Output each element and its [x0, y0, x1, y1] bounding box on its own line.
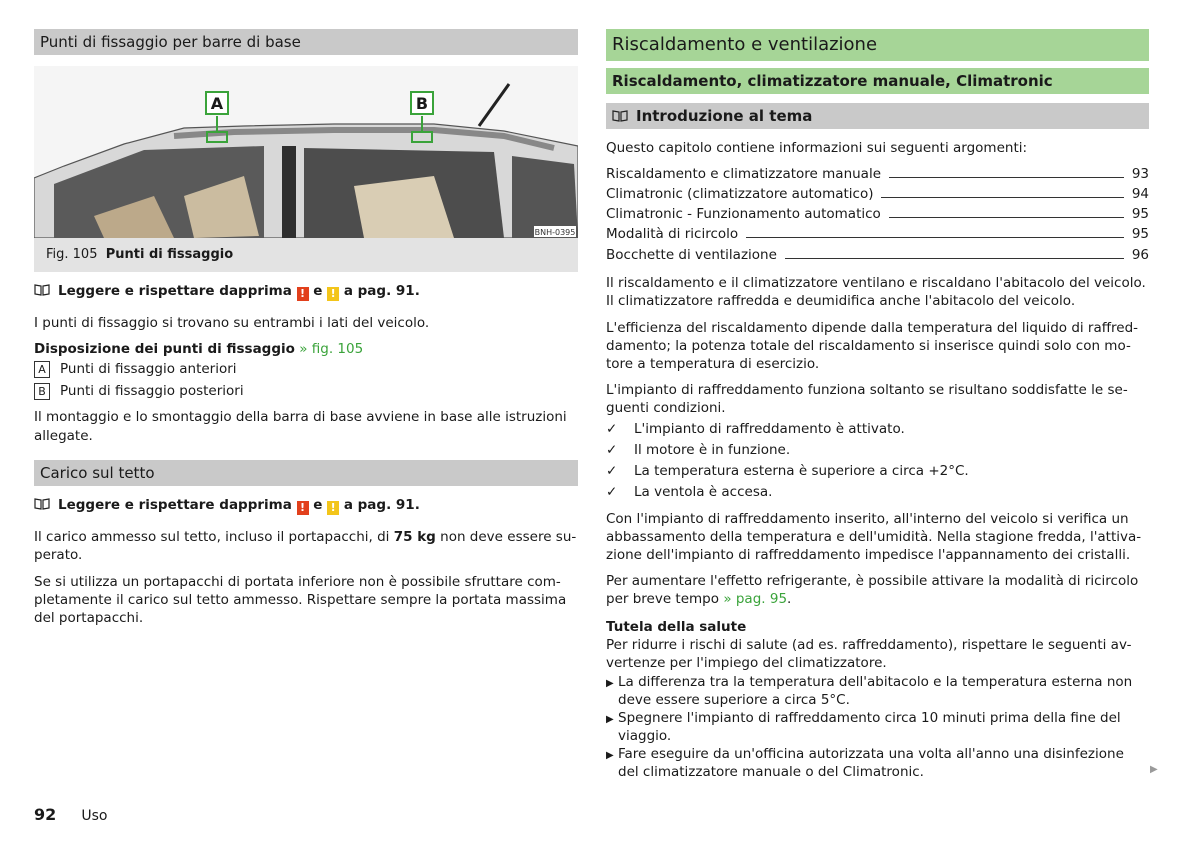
bullet-item-cont: viaggio. — [618, 728, 672, 744]
continue-arrow-icon: ▶ — [1150, 764, 1158, 775]
intro-heading: Introduzione al tema — [606, 103, 1149, 129]
bullet-item: ▶ La differenza tra la temperatura dell'abitacolo e la temperatura esterna non — [606, 673, 1149, 693]
bullet-item: ▶ Fare eseguire da un'officina autorizzata una volta all'anno una disinfezione — [606, 745, 1149, 765]
check-item: ✓ L'impianto di raffreddamento è attivato. — [606, 421, 905, 437]
book-icon — [612, 110, 628, 122]
figure-number: Fig. 105 — [46, 247, 98, 262]
bullet-item-cont: del climatizzatore manuale o del Climatronic. — [618, 764, 924, 780]
bullet-item: ▶ Spegnere l'impianto di raffreddamento circa 10 minuti prima della fine del — [606, 709, 1149, 729]
carrier-para-line1: Se si utilizza un portapacchi di portata inferiore non è possibile sfruttare com- — [34, 574, 561, 590]
check-item: ✓ La ventola è accesa. — [606, 484, 773, 500]
para-3-line2: guenti condizioni. — [606, 400, 726, 416]
check-item: ✓ Il motore è in funzione. — [606, 442, 791, 458]
section-name: Uso — [81, 808, 108, 824]
roof-load-para-line1: Il carico ammesso sul tetto, incluso il portapacchi, di 75 kg non deve essere su- — [34, 529, 577, 545]
para-3-line1: L'impianto di raffreddamento funziona soltanto se risultano soddisfatte le se- — [606, 382, 1128, 398]
marker-b-label: B — [415, 94, 429, 113]
para-6-line2: vertenze per l'impiego del climatizzatore. — [606, 655, 887, 671]
page-footer — [34, 805, 107, 824]
mounting-paragraph-line1: Il montaggio e lo smontaggio della barra di base avviene in base alle istruzioni — [34, 409, 567, 425]
check-icon: ✓ — [606, 442, 618, 458]
book-icon — [34, 498, 50, 510]
mounting-paragraph-line2: allegate. — [34, 428, 93, 444]
fixing-points-paragraph: I punti di fissaggio si trovano su entrambi i lati del veicolo. — [34, 315, 430, 331]
carrier-para-line2: pletamente il carico sul tetto ammesso. Rispettare sempre la portata massima — [34, 592, 567, 608]
page-link[interactable]: » pag. 95 — [723, 591, 788, 607]
para-1-line2: Il climatizzatore raffredda e deumidifica anche l'abitacolo del veicolo. — [606, 293, 1076, 309]
para-1-line1: Il riscaldamento e il climatizzatore ventilano e riscaldano l'abitacolo del veicolo. — [606, 275, 1146, 291]
warning-icon: ! — [297, 287, 309, 301]
figure-link[interactable]: » fig. 105 — [299, 341, 364, 357]
para-4-line2: abbassamento della temperatura e dell'umidità. Nella stagione fredda, l'attiva- — [606, 529, 1142, 545]
figure-105 — [34, 66, 578, 272]
bullet-icon: ▶ — [606, 714, 614, 725]
figure-caption — [46, 247, 233, 262]
page-ref[interactable]: a pag. 91. — [343, 497, 420, 513]
bullet-icon: ▶ — [606, 678, 614, 689]
page-number: 92 — [34, 805, 57, 824]
subchapter-title: Riscaldamento, climatizzatore manuale, Climatronic — [606, 68, 1149, 94]
figure-code: BNH-0395 — [534, 228, 576, 237]
para-6-line1: Per ridurre i rischi di salute (ad es. raffreddamento), rispettare le seguenti av- — [606, 637, 1132, 653]
check-item: ✓ La temperatura esterna è superiore a circa +2°C. — [606, 463, 969, 479]
roof-load-para-line2: perato. — [34, 547, 83, 563]
intro-paragraph: Questo capitolo contiene informazioni sui seguenti argomenti: — [606, 140, 1028, 156]
para-4-line3: zione dell'impianto di raffreddamento impedisce l'appannamento dei cristalli. — [606, 547, 1131, 563]
warning-icon: ! — [297, 501, 309, 515]
para-5-line1: Per aumentare l'effetto refrigerante, è possibile attivare la modalità di ricircolo — [606, 573, 1139, 589]
toc-entry[interactable]: Modalità di ricircolo 95 — [606, 226, 1149, 242]
health-heading: Tutela della salute — [606, 619, 747, 635]
legend-item-b: B Punti di fissaggio posteriori — [34, 382, 578, 400]
para-2-line2: damento; la potenza totale del riscaldamento si inserisce quindi solo con mo- — [606, 338, 1131, 354]
book-icon — [34, 284, 50, 296]
toc-entry[interactable]: Climatronic (climatizzatore automatico) 94 — [606, 186, 1149, 202]
legend-item-a: A Punti di fissaggio anteriori — [34, 360, 578, 378]
check-icon: ✓ — [606, 421, 618, 437]
toc-entry[interactable]: Climatronic - Funzionamento automatico 95 — [606, 206, 1149, 222]
toc-entry[interactable]: Bocchette di ventilazione 96 — [606, 247, 1149, 263]
figure-title: Punti di fissaggio — [105, 247, 234, 262]
caution-icon: ! — [327, 501, 339, 515]
page-ref[interactable]: a pag. 91. — [343, 283, 420, 299]
para-2-line3: tore a temperatura di esercizio. — [606, 356, 820, 372]
car-roof-illustration — [34, 66, 578, 238]
section-heading-roof-load: Carico sul tetto — [34, 460, 578, 486]
bullet-item-cont: deve essere superiore a circa 5°C. — [618, 692, 850, 708]
para-5-line2: per breve tempo » pag. 95. — [606, 591, 792, 607]
read-note-2: Leggere e rispettare dapprima ! e ! a pag. 91. — [34, 496, 578, 515]
marker-a-label: A — [210, 94, 224, 113]
check-icon: ✓ — [606, 463, 618, 479]
disposition-line: Disposizione dei punti di fissaggio » fig. 105 — [34, 341, 364, 357]
section-heading-fixing-points: Punti di fissaggio per barre di base — [34, 29, 578, 55]
para-4-line1: Con l'impianto di raffreddamento inserito, all'interno del veicolo si verifica un — [606, 511, 1129, 527]
toc-entry[interactable]: Riscaldamento e climatizzatore manuale 93 — [606, 166, 1149, 182]
read-note-1: Leggere e rispettare dapprima ! e ! a pag. 91. — [34, 282, 578, 301]
bullet-icon: ▶ — [606, 750, 614, 761]
chapter-title: Riscaldamento e ventilazione — [606, 29, 1149, 61]
para-2-line1: L'efficienza del riscaldamento dipende dalla temperatura del liquido di raffred- — [606, 320, 1139, 336]
check-icon: ✓ — [606, 484, 618, 500]
carrier-para-line3: del portapacchi. — [34, 610, 144, 626]
caution-icon: ! — [327, 287, 339, 301]
